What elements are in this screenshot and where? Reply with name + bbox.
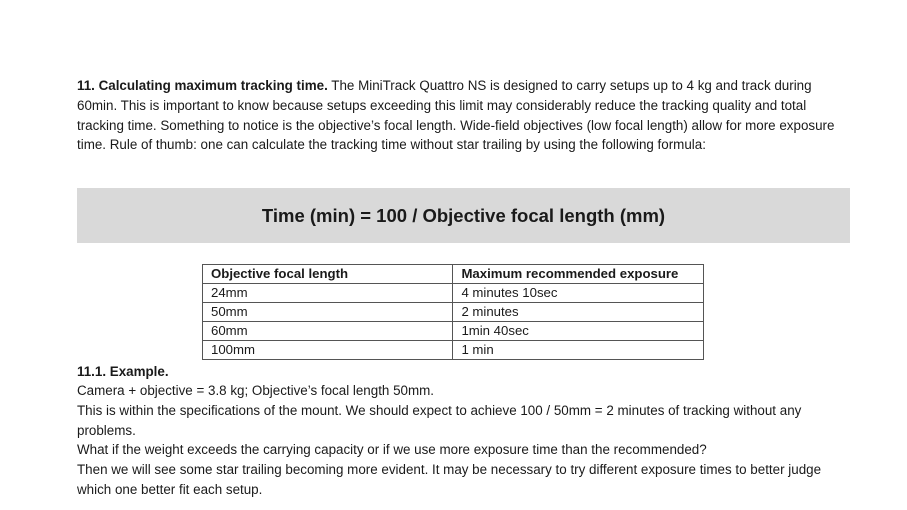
example-body: [77, 381, 837, 500]
example-heading: 11.1. Example.: [77, 364, 169, 379]
section-text: The MiniTrack Quattro NS is designed to carry setups up to 4 kg and track during 60min. This is important to know because setups exceeding this limit may considerably reduce the tracking quality and total tracking time. Something to notice is the objective’s focal length. Wide-field objectives (low focal length) allow for more exposure time. Rule of thumb: one can calculate the tracking time without star trailing by using the following formula:: [77, 78, 835, 153]
example-line: This is within the specifications of the mount. We should expect to achieve 100 / 50mm = 2 minutes of tracking without any problems.: [77, 402, 802, 438]
column-header-max-exposure: Maximum recommended exposure: [453, 265, 704, 284]
table-row: [203, 284, 704, 303]
example-line: Camera + objective = 3.8 kg; Objective’s focal length 50mm.: [77, 383, 435, 398]
table-row: [203, 341, 704, 360]
table-cell-max-exposure: 1min 40sec: [453, 322, 704, 341]
formula-box: [77, 188, 850, 243]
table-cell-max-exposure: 2 minutes: [453, 303, 704, 322]
section-heading: 11. Calculating maximum tracking time.: [77, 78, 328, 93]
formula-text: Time (min) = 100 / Objective focal length (mm): [261, 204, 666, 226]
table-cell-max-exposure: 4 minutes 10sec: [453, 284, 704, 303]
example-line: What if the weight exceeds the carrying capacity or if we use more exposure time than the recommended?: [77, 442, 707, 458]
table-cell-focal-length: 50mm: [203, 303, 453, 322]
table-header-row: [203, 265, 704, 284]
exposure-table: [202, 264, 704, 360]
table-cell-focal-length: 24mm: [203, 284, 453, 303]
table-cell-focal-length: 60mm: [203, 322, 453, 341]
table-row: [203, 303, 704, 322]
table-cell-focal-length: 100mm: [203, 341, 453, 360]
table-row: [203, 322, 704, 341]
example-line: Then we will see some star trailing becoming more evident. It may be necessary to try different exposure times to better judge which one better fit each setup.: [77, 462, 822, 497]
table-cell-max-exposure: 1 min: [453, 341, 704, 360]
intro-paragraph: [77, 76, 837, 155]
column-header-focal-length: Objective focal length: [203, 265, 453, 284]
